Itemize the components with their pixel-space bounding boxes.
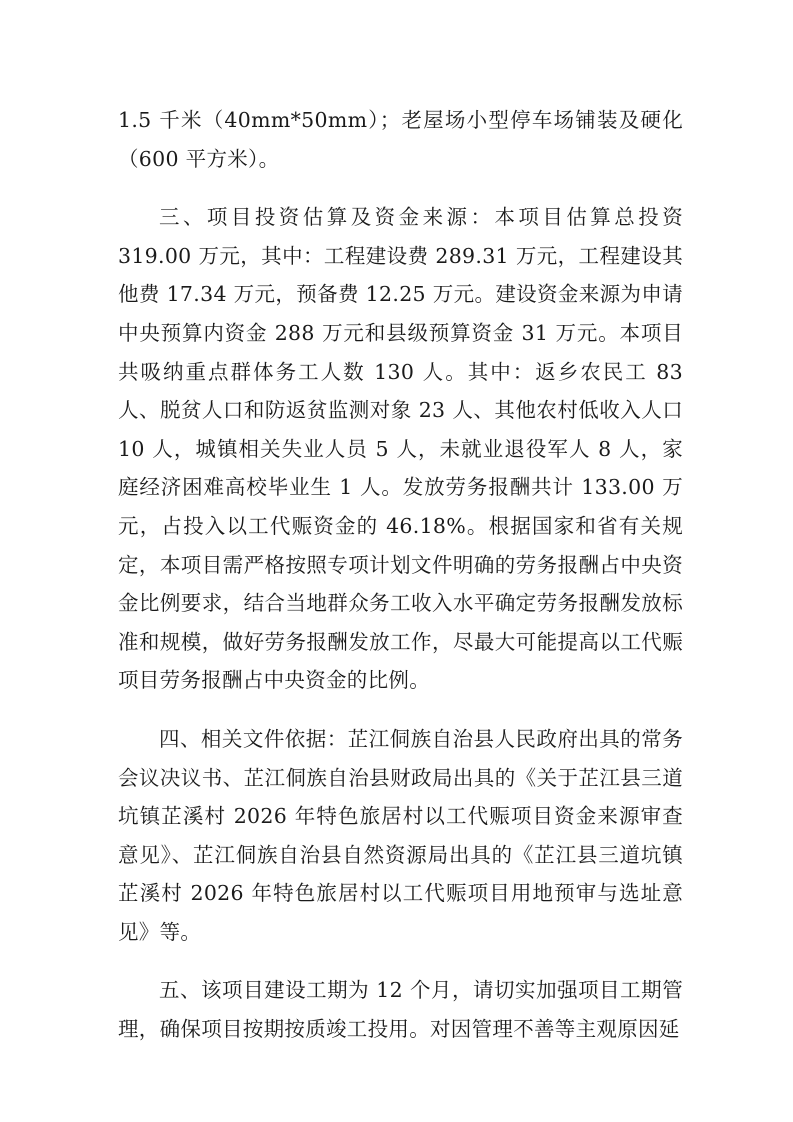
paragraph-related-documents: 四、相关文件依据：芷江侗族自治县人民政府出具的常务会议决议书、芷江侗族自治县财政局出具的《关于芷江县三道坑镇芷溪村 2026 年特色旅居村以工代赈项目资金来源审查意见》、芷江侗族自治县自然资源局出具的《芷江县三道坑镇芷溪村 2026 年特色旅居村以工代赈项目用地预审与选址意见》等。 (118, 726, 683, 944)
document-body (118, 101, 683, 1049)
paragraph-project-content-continued: 1.5 千米（40mm*50mm）；老屋场小型停车场铺装及硬化（600 平方米）。 (118, 108, 683, 171)
paragraph-construction-period: 五、该项目建设工期为 12 个月，请切实加强项目工期管理，确保项目按期按质竣工投用。对因管理不善等主观原因延 (118, 978, 683, 1042)
paragraph-investment-and-funding: 三、项目投资估算及资金来源：本项目估算总投资 319.00 万元，其中：工程建设费 289.31 万元，工程建设其他费 17.34 万元，预备费 12.25 万元。建设资金来源为申请中央预算内资金 288 万元和县级预算资金 31 万元。本项目共吸纳重点群体务工人数 130 人。其中：返乡农民工 83 人、脱贫人口和防返贫监测对象 23 人、其他农村低收入人口 10 人，城镇相关失业人员 5 人，未就业退役军人 8 人，家庭经济困难高校毕业生 1 人。发放劳务报酬共计 133.00 万元，占投入以工代赈资金的 46.18%。根据国家和省有关规定，本项目需严格按照专项计划文件明确的劳务报酬占中央资金比例要求，结合当地群众务工收入水平确定劳务报酬发放标准和规模，做好劳务报酬发放工作，尽最大可能提高以工代赈项目劳务报酬占中央资金的比例。 (118, 205, 683, 693)
